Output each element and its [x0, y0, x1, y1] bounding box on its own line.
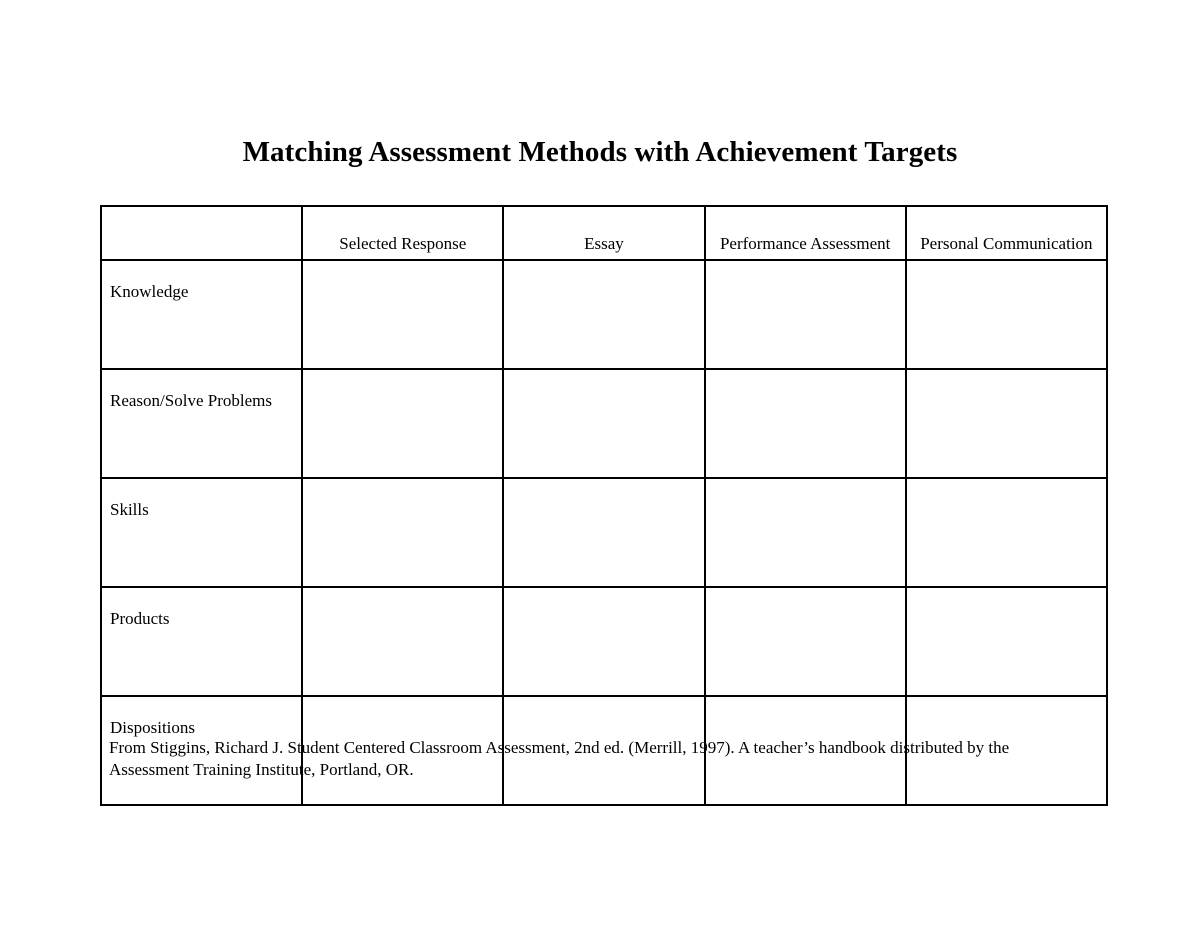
table-row: [101, 369, 1107, 478]
empty-cell: [503, 260, 704, 369]
source-citation: [109, 737, 1099, 781]
empty-cell: [503, 369, 704, 478]
header-personal-communication: Personal Communication: [906, 206, 1107, 260]
row-label-dispositions: Dispositions: [101, 696, 302, 805]
citation-line: Assessment Training Institute, Portland, OR.: [109, 760, 414, 779]
row-label-skills: Skills: [101, 478, 302, 587]
header-essay: Essay: [503, 206, 704, 260]
table-header-row: [101, 206, 1107, 260]
header-selected-response: Selected Response: [302, 206, 503, 260]
empty-cell: [705, 587, 906, 696]
empty-cell: [302, 478, 503, 587]
empty-cell: [302, 587, 503, 696]
empty-cell: [503, 478, 704, 587]
table-row: [101, 260, 1107, 369]
table-row: [101, 587, 1107, 696]
empty-cell: [705, 369, 906, 478]
row-label-products: Products: [101, 587, 302, 696]
empty-cell: [302, 369, 503, 478]
empty-cell: [503, 587, 704, 696]
row-label-reason-solve-problems: Reason/Solve Problems: [101, 369, 302, 478]
citation-line: From Stiggins, Richard J. Student Centered Classroom Assessment, 2nd ed. (Merrill, 1997). A teacher’s handbook distributed by the: [109, 738, 1010, 757]
table-row: [101, 478, 1107, 587]
page-title: Matching Assessment Methods with Achievement Targets: [242, 136, 958, 168]
empty-cell: [705, 478, 906, 587]
row-label-knowledge: Knowledge: [101, 260, 302, 369]
header-corner-cell: [101, 206, 302, 260]
empty-cell: [906, 369, 1107, 478]
empty-cell: [906, 587, 1107, 696]
header-performance-assessment: Performance Assessment: [705, 206, 906, 260]
empty-cell: [906, 260, 1107, 369]
empty-cell: [302, 260, 503, 369]
empty-cell: [705, 260, 906, 369]
assessment-matrix-table: [100, 205, 1108, 806]
empty-cell: [906, 478, 1107, 587]
